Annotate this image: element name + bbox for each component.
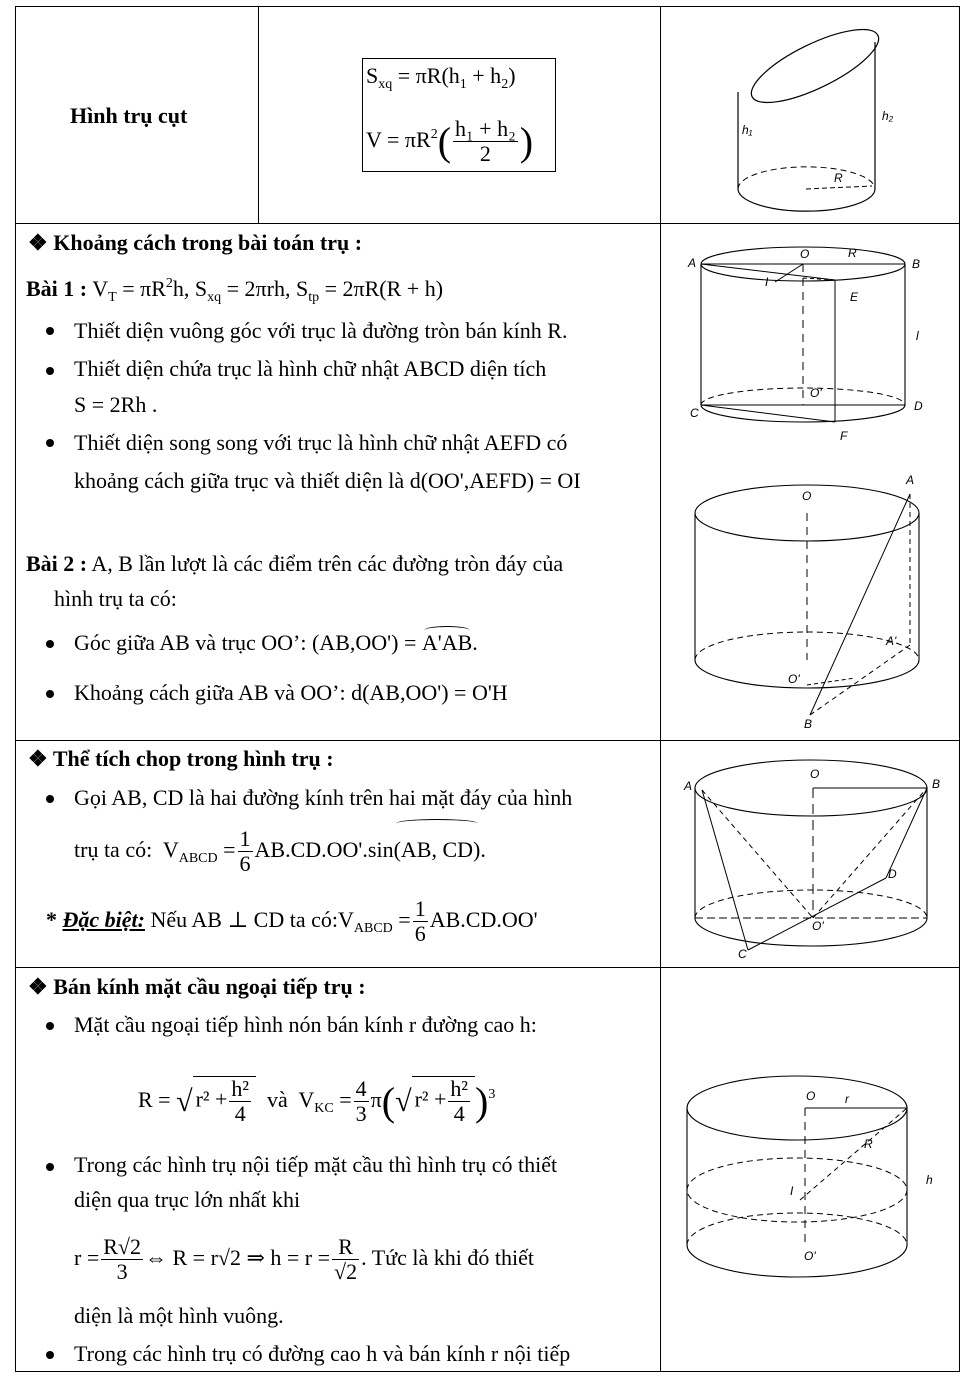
special-case: * Đặc biệt: Nếu AB ⊥ CD ta $có:V_{ABCD}$ = $\frac{1}{6}$ AB.CD.OO' bbox=[46, 896, 538, 947]
bullet-perpendicular-section: Thiết diện vuông góc với trục là đường tròn bán kính R. bbox=[74, 318, 568, 343]
label-R: R bbox=[834, 171, 843, 185]
label-I: I bbox=[765, 275, 769, 289]
label-O: O bbox=[806, 1089, 816, 1103]
tetrahedron-in-cylinder-figure bbox=[680, 750, 950, 962]
label-A-prime: A' bbox=[886, 634, 897, 648]
label-B: B bbox=[804, 717, 813, 731]
label-h2: h₂ bbox=[882, 109, 894, 123]
formula-lateral-area: $S_{xq} = \pi R(h_1 + h_2)$ bbox=[366, 63, 516, 92]
bullet-angle: Góc giữa AB và trục OO’: (AB,OO') = A'AB. bbox=[74, 630, 478, 655]
formula-volume: $V = \pi R^2$( $\frac{\text{h₁ + h₂}}{2}$ ) bbox=[366, 116, 534, 167]
label-O: O bbox=[800, 247, 810, 261]
label-I: I bbox=[790, 1184, 794, 1198]
section-heading-circumsphere: ❖ Bán kính mặt cầu ngoại tiếp trụ : bbox=[28, 974, 366, 999]
bullet bbox=[46, 795, 54, 803]
label-O-prime: O' bbox=[788, 672, 800, 686]
circumsphere-radius-formula: R = √ r² + $\frac{\text{h²}}{4}$ và $V_{KC}$ = $\frac{4}{3}$ π(√ r² + $\frac{\text{h²}}{4}$ )$^3$ bbox=[138, 1076, 496, 1127]
label-C: C bbox=[690, 406, 699, 420]
label-B: B bbox=[912, 257, 921, 271]
tetra-volume-formula: trụ ta có: $V_{ABCD}$ = $\frac{1}{6}$ AB.CD.OO'.sin(AB, CD). bbox=[74, 823, 486, 886]
bullet bbox=[46, 1351, 54, 1359]
square-section-line: diện là một hình vuông. bbox=[74, 1303, 284, 1328]
bullet bbox=[46, 640, 54, 648]
label-R: R bbox=[848, 246, 857, 260]
parallel-section-distance: khoảng cách giữa trục và thiết diện là d(OO',AEFD) = OI bbox=[74, 468, 581, 493]
label-A: A bbox=[684, 779, 693, 793]
section-heading-pyramid-volume: ❖ Thể tích chop trong hình trụ : bbox=[28, 746, 334, 771]
label-h1: h₁ bbox=[742, 123, 753, 137]
bai1-formula-line: Bài 1 : $V_T = \pi R^2h$, $S_{xq} = 2\pi rh$, $S_{tp} = 2\pi R(R + h)$ bbox=[26, 276, 444, 305]
bai2-line2: hình trụ ta có: bbox=[54, 586, 177, 611]
bullet-cylinder-h-r: Trong các hình trụ có đường cao h và bán kính r nội tiếp bbox=[74, 1341, 571, 1366]
label-B: B bbox=[932, 777, 941, 791]
bullet-diameters: Gọi AB, CD là hai đường kính trên hai mặt đáy của hình bbox=[74, 785, 573, 810]
label-r: r bbox=[845, 1092, 849, 1106]
label-E: E bbox=[850, 290, 859, 304]
label-h: h bbox=[926, 1173, 933, 1187]
label-R: R bbox=[864, 1137, 873, 1151]
label-l: l bbox=[916, 329, 919, 343]
label-O: O bbox=[802, 489, 812, 503]
cylinder-in-sphere-figure bbox=[680, 1060, 950, 1285]
label-A: A bbox=[906, 473, 915, 487]
cylinder-angle-figure bbox=[680, 470, 950, 735]
row-divider bbox=[15, 223, 960, 224]
section-heading-distance: ❖ Khoảng cách trong bài toán trụ : bbox=[28, 230, 363, 255]
bullet bbox=[46, 439, 54, 447]
inscribed-cylinder-line2: diện qua trục lớn nhất khi bbox=[74, 1187, 301, 1212]
col-divider bbox=[258, 6, 259, 223]
bullet bbox=[46, 1163, 54, 1171]
bullet-circumsphere: Mặt cầu ngoại tiếp hình nón bán kính r đường cao h: bbox=[74, 1012, 537, 1037]
label-O-prime: O' bbox=[812, 919, 824, 933]
label-A: A bbox=[688, 256, 697, 270]
title-truncated-cylinder: Hình trụ cụt bbox=[70, 103, 188, 128]
label-O: O bbox=[810, 767, 820, 781]
label-O-prime: O' bbox=[804, 1249, 816, 1263]
bai2-line: Bài 2 : A, B lần lượt là các điểm trên các đường tròn đáy của bbox=[26, 551, 564, 576]
cylinder-section-figure bbox=[680, 240, 950, 450]
bullet-inscribed-cylinder: Trong các hình trụ nội tiếp mặt cầu thì hình trụ có thiết bbox=[74, 1152, 558, 1177]
truncated-cylinder-figure bbox=[720, 14, 900, 219]
label-D: D bbox=[914, 399, 923, 413]
bullet bbox=[46, 327, 54, 335]
bullet-parallel-section: Thiết diện song song với trục là hình chữ nhật AEFD có bbox=[74, 430, 568, 455]
label-O-prime: O' bbox=[810, 386, 822, 400]
label-D: D bbox=[888, 867, 897, 881]
bullet-axial-section: Thiết diện chứa trục là hình chữ nhật ABCD diện tích bbox=[74, 356, 547, 381]
row-divider bbox=[15, 967, 960, 968]
label-F: F bbox=[840, 429, 848, 443]
bullet bbox=[46, 1022, 54, 1030]
bullet-distance: Khoảng cách giữa AB và OO’: d(AB,OO') = O'H bbox=[74, 680, 508, 705]
bullet bbox=[46, 367, 54, 375]
bullet bbox=[46, 690, 54, 698]
row-divider bbox=[15, 740, 960, 741]
col-divider bbox=[660, 6, 661, 1372]
axial-section-area: S = 2Rh . bbox=[74, 392, 158, 417]
max-section-formula: r = $\frac{R√2}{3}$ ⇔ R = r√2 ⇒ h = r = $\frac{R}{√2}$ . Tức là khi đó thiết bbox=[74, 1234, 534, 1285]
label-C: C bbox=[738, 947, 747, 961]
